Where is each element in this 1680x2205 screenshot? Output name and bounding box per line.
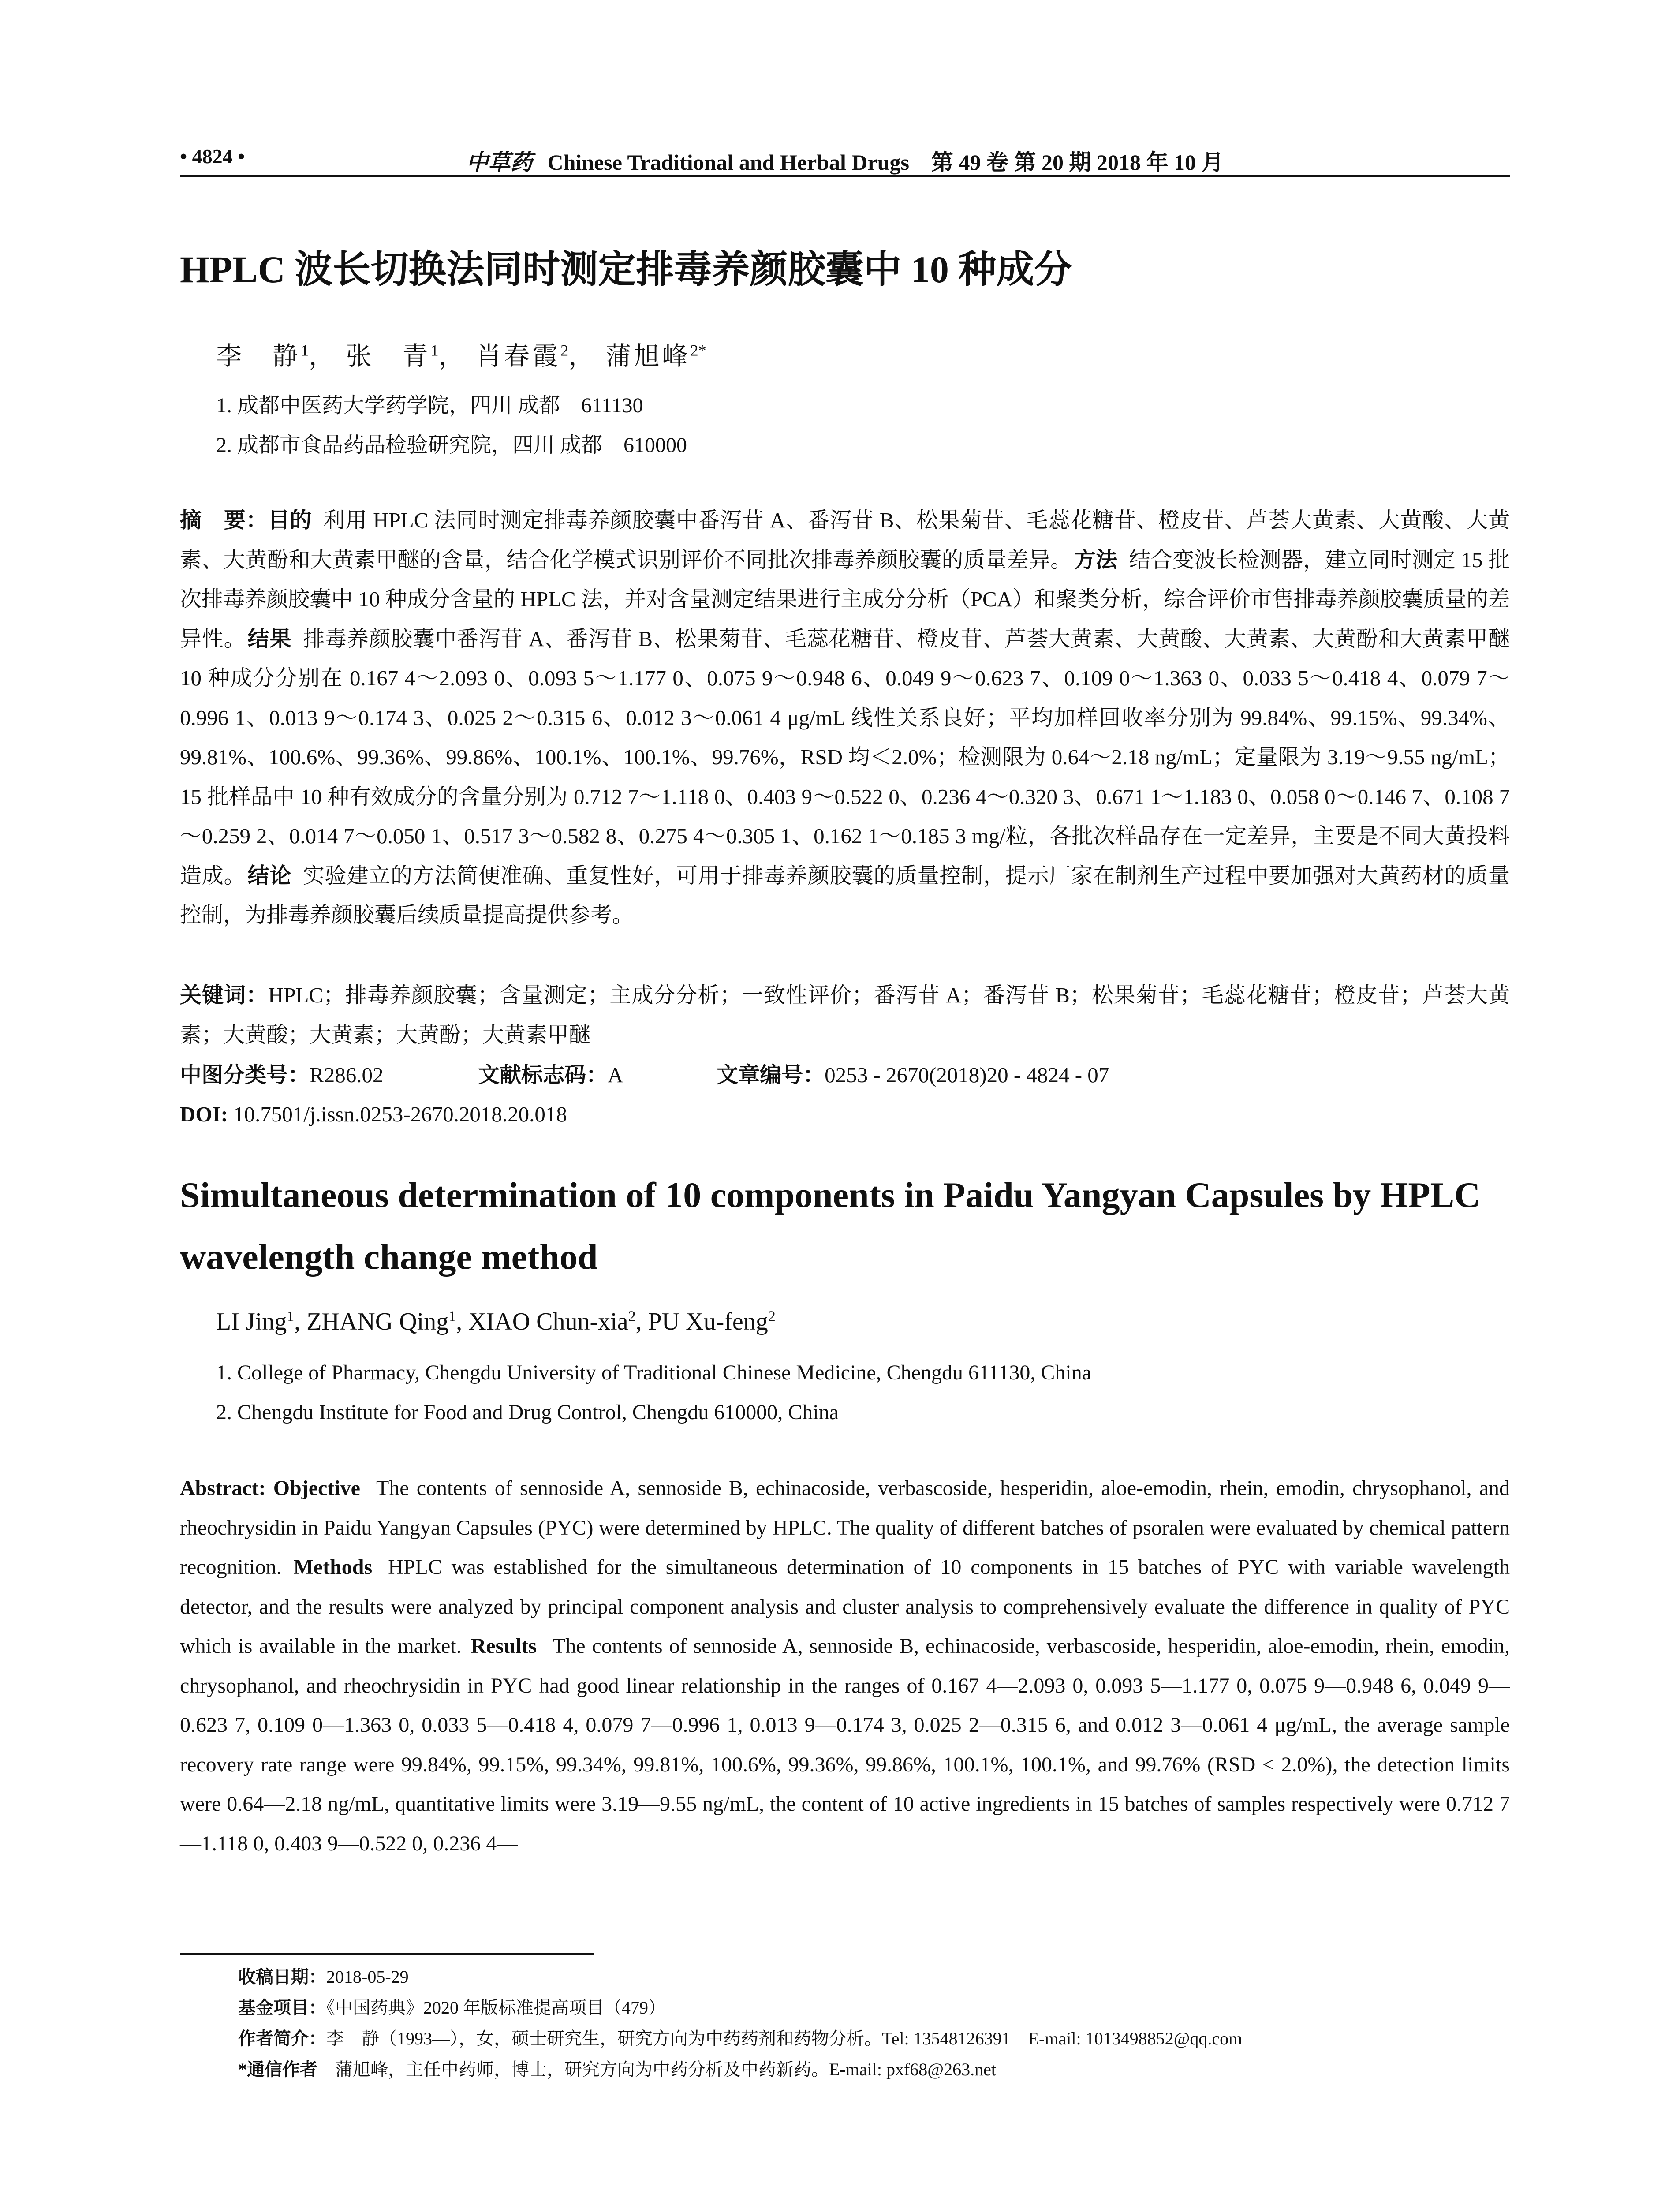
author-en: ZHANG Qing xyxy=(306,1308,449,1335)
author-cn: 蒲旭峰 xyxy=(605,342,691,370)
results-en-label: Results xyxy=(470,1634,537,1658)
conclusion-text: 实验建立的方法简便准确、重复性好，可用于排毒养颜胶囊的质量控制，提示厂家在制剂生产过程中要加强对大黄药材的质量控制，为排毒养颜胶囊后续质量提高提供参考。 xyxy=(180,863,1510,927)
page-number: • 4824 • xyxy=(180,145,245,168)
keywords-text: HPLC；排毒养颜胶囊；含量测定；主成分分析；一致性评价；番泻苷 A；番泻苷 B；松果菊苷；毛蕊花糖苷；橙皮苷；芦荟大黄素；大黄酸；大黄素；大黄酚；大黄素甲醚 xyxy=(180,983,1510,1047)
author-sup: 2* xyxy=(690,341,706,359)
author-sup: 1 xyxy=(448,1308,456,1325)
affiliation-cn-1: 1. 成都中医药大学药学院，四川 成都 611130 xyxy=(216,394,643,417)
objective-label: 目的 xyxy=(268,508,312,532)
footnote-corresponding xyxy=(238,2054,996,2085)
author-bio-text: 李 静（1993—），女，硕士研究生，研究方向为中药药剂和药物分析。Tel: 13548126391 E-mail: 1013498852@qq.com xyxy=(326,2029,1243,2048)
funding-label: 基金项目： xyxy=(238,1998,326,2018)
doc-code-label: 文献标志码： xyxy=(478,1063,608,1087)
objective-text: 利用 HPLC 法同时测定排毒养颜胶囊中番泻苷 A、番泻苷 B、松果菊苷、毛蕊花糖苷、橙皮苷、芦荟大黄素、大黄酸、大黄素、大黄酚和大黄素甲醚的含量，结合化学模式识别评价不同批次排毒养颜胶囊的质量差异。 xyxy=(180,508,1510,572)
abstract-label: 摘 要： xyxy=(180,508,268,532)
abstract-en-label: Abstract: Objective xyxy=(180,1476,360,1500)
doi-line xyxy=(180,1095,567,1134)
corresponding-text: 蒲旭峰，主任中药师，博士，研究方向为中药分析及中药新药。E-mail: pxf68@263.net xyxy=(335,2059,996,2079)
author-sup: 2 xyxy=(628,1308,636,1325)
author-en: XIAO Chun-xia xyxy=(468,1308,628,1335)
author-bio-label: 作者简介： xyxy=(238,2029,326,2048)
author-en: LI Jing xyxy=(216,1308,287,1335)
affiliation-en-1: 1. College of Pharmacy, Chengdu University of Traditional Chinese Medicine, Chengdu 611130, China xyxy=(216,1361,1092,1384)
author-cn: 肖春霞 xyxy=(476,342,561,370)
footnote-funding xyxy=(238,1992,666,2023)
journal-info xyxy=(180,145,1510,176)
received-date: 2018-05-29 xyxy=(326,1967,409,1987)
footnote-received xyxy=(238,1962,409,1992)
methods-text: 结合变波长检测器，建立同时测定 15 批次排毒养颜胶囊中 10 种成分含量的 HPLC 法，并对含量测定结果进行主成分分析（PCA）和聚类分析，综合评价市售排毒养颜胶囊质量的差异性。 xyxy=(180,547,1510,651)
article-number-value: 0253 - 2670(2018)20 - 4824 - 07 xyxy=(825,1063,1109,1087)
article-title-en: Simultaneous determination of 10 components in Paidu Yangyan Capsules by HPLC wavelength change method xyxy=(180,1175,1481,1277)
author-en: PU Xu-feng xyxy=(648,1308,768,1335)
author-list-cn: 李 静$^1$， 张 青$^1$， 肖春霞$^2$， 蒲旭峰$^{2*}$ xyxy=(216,341,706,370)
abstract-en xyxy=(180,1469,1510,1863)
keywords-cn xyxy=(180,975,1510,1054)
footnote-rule xyxy=(180,1953,594,1955)
methods-en-label: Methods xyxy=(293,1555,373,1579)
keywords-label: 关键词： xyxy=(180,983,268,1007)
author-cn: 张 青 xyxy=(346,342,431,370)
author-separator: , xyxy=(456,1308,469,1335)
journal-citation: Chinese Traditional and Herbal Drugs 第 49 卷 第 20 期 2018 年 10 月 xyxy=(547,150,1224,175)
methods-label: 方法 xyxy=(1074,547,1118,572)
author-cn: 李 静 xyxy=(216,342,301,370)
doi-label: DOI: xyxy=(180,1102,228,1126)
author-sup: 2 xyxy=(768,1308,776,1325)
article-title-cn: HPLC 波长切换法同时测定排毒养颜胶囊中 10 种成分 xyxy=(180,248,1072,291)
journal-logo: 中草药 xyxy=(466,150,533,175)
affiliation-en-2: 2. Chengdu Institute for Food and Drug Control, Chengdu 610000, China xyxy=(216,1401,839,1424)
received-label: 收稿日期： xyxy=(238,1967,326,1987)
author-sup: 1 xyxy=(301,341,309,359)
author-separator: , xyxy=(294,1308,307,1335)
doi-value[interactable]: 10.7501/j.issn.0253-2670.2018.20.018 xyxy=(233,1102,567,1126)
affiliation-cn-2: 2. 成都市食品药品检验研究院，四川 成都 610000 xyxy=(216,434,687,457)
corresponding-label: *通信作者 xyxy=(238,2059,317,2079)
author-list-en xyxy=(216,1308,776,1336)
results-label: 结果 xyxy=(247,626,292,651)
results-text: 排毒养颜胶囊中番泻苷 A、番泻苷 B、松果菊苷、毛蕊花糖苷、橙皮苷、芦荟大黄素、大黄酸、大黄素、大黄酚和大黄素甲醚 10 种成分分别在 0.167 4～2.093 0、0.093 5～1.177 0、0.075 9～0.948 6、0.049 9～0.623 7、0.109 0～1.363 0、0.033 5～0.418 4、0.079 7～0.996 1、0.013 9～0.174 3、0.025 2～0.315 6、0.012 3～0.061 4 μg/mL 线性关系良好；平均加样回收率分别为 99.84%、99.15%、99.34%、99.81%、100.6%、99.36%、99.86%、100.1%、100.1%、99.76%，RSD 均＜2.0%；检测限为 0.64～2.18 ng/mL；定量限为 3.19～9.55 ng/mL；15 批样品中 10 种有效成分的含量分别为 0.712 7～1.118 0、0.403 9～0.522 0、0.236 4～0.320 3、0.671 1～1.183 0、0.058 0～0.146 7、0.108 7～0.259 2、0.014 7～0.050 1、0.517 3～0.582 8、0.275 4～0.305 1、0.162 1～0.185 3 mg/粒，各批次样品存在一定差异，主要是不同大黄投料造成。 xyxy=(180,626,1510,888)
funding-text: 《中国药典》2020 年版标准提高项目（479） xyxy=(326,1998,666,2018)
abstract-cn xyxy=(180,501,1510,935)
objective-en-text: The contents of sennoside A, sennoside B, echinacoside, verbascoside, hesperidin, aloe-emodin, rhein, emodin, chrysophanol, and rheochrysidin in Paidu Yangyan Capsules (PYC) were determined by HPLC. The quality of different batches of psoralen were evaluated by chemical pattern recognition. xyxy=(180,1476,1510,1579)
conclusion-label: 结论 xyxy=(247,863,291,888)
footnote-author-bio xyxy=(238,2023,1242,2054)
author-sup: 1 xyxy=(430,341,439,359)
methods-en-text: HPLC was established for the simultaneous determination of 10 components in 15 batches of PYC with variable wavelength detector, and the results were analyzed by principal component analysis and cluster analysis to comprehensively evaluate the difference in quality of PYC which is available in the market. xyxy=(180,1555,1510,1658)
clc-value: R286.02 xyxy=(310,1063,384,1087)
classification-line xyxy=(180,1055,1109,1095)
header-rule xyxy=(180,175,1510,177)
article-number-label: 文章编号： xyxy=(717,1063,825,1087)
running-header xyxy=(180,137,1510,175)
doc-code-value: A xyxy=(607,1063,622,1087)
author-sup: 1 xyxy=(287,1308,295,1325)
author-sup: 2 xyxy=(560,341,569,359)
author-separator: , xyxy=(635,1308,648,1335)
results-en-text: The contents of sennoside A, sennoside B, echinacoside, verbascoside, hesperidin, aloe-emodin, rhein, emodin, chrysophanol, and rheochrysidin in PYC had good linear relationship in the ranges of 0.167 4—2.093 0, 0.093 5—1.177 0, 0.075 9—0.948 6, 0.049 9—0.623 7, 0.109 0—1.363 0, 0.033 5—0.418 4, 0.079 7—0.996 1, 0.013 9—0.174 3, 0.025 2—0.315 6, and 0.012 3—0.061 4 μg/mL, the average sample recovery rate range were 99.84%, 99.15%, 99.34%, 99.81%, 100.6%, 99.36%, 99.86%, 100.1%, 100.1%, and 99.76% (RSD < 2.0%), the detection limits were 0.64—2.18 ng/mL, quantitative limits were 3.19—9.55 ng/mL, the content of 10 active ingredients in 15 batches of samples respectively were 0.712 7—1.118 0, 0.403 9—0.522 0, 0.236 4— xyxy=(180,1634,1510,1855)
clc-label: 中图分类号： xyxy=(180,1063,310,1087)
